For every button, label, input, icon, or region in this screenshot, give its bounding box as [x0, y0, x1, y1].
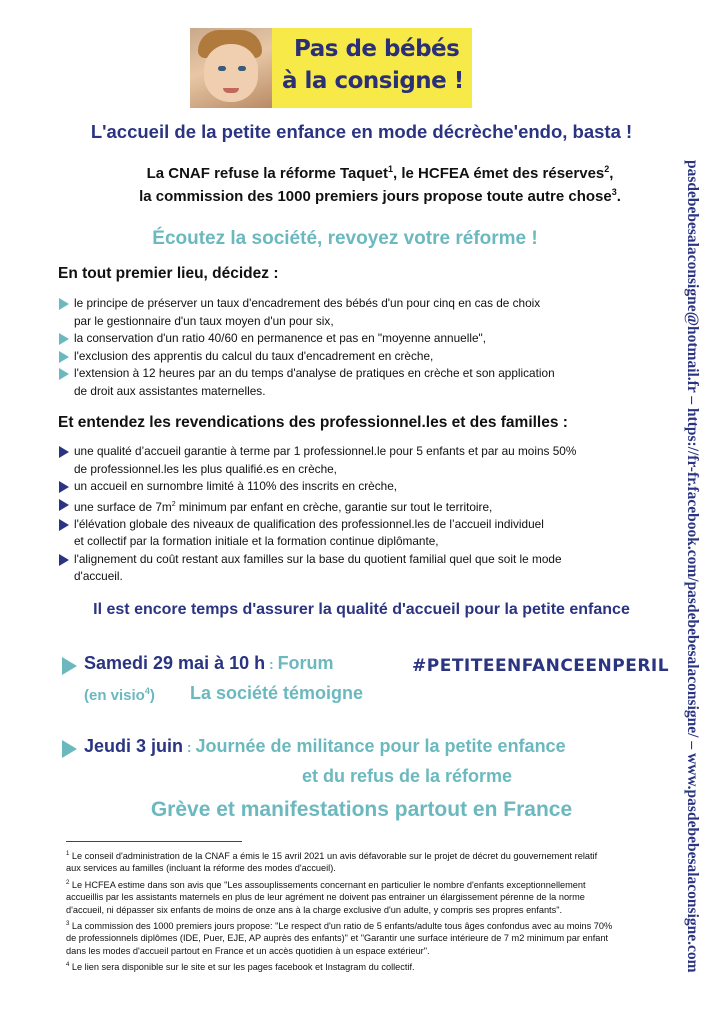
event-triangle-icon	[62, 657, 77, 675]
greve-heading: Grève et manifestations partout en France	[150, 798, 573, 821]
bullet-triangle-icon	[59, 368, 69, 380]
list-item: un accueil en surnombre limité à 110% des inscrits en crèche,	[58, 478, 658, 496]
bullet-triangle-icon	[59, 351, 69, 363]
list-item: une surface de $7m^2$ minimum par enfant en crèche, garantie sur tout le territoire,	[58, 496, 658, 516]
footnote-1: $^1$ Le conseil d'administration de la CNAF a émis le 15 avril 2021 un avis défavorable sur le projet de décret du gouvernement relatif aux services au familles (incluant la réforme des modes d'accueil).	[66, 851, 598, 874]
section-1-list	[58, 295, 658, 400]
list-item: l'alignement du coût restant aux familles sur la base du quotient familial quel que soit le mode d'accueil.	[58, 551, 658, 586]
hashtag: #PETITEENFANCEENPERIL	[412, 656, 670, 676]
page-title: L'accueil de la petite enfance en mode décrèche'endo, basta !	[90, 121, 633, 142]
bullet-triangle-icon	[59, 481, 69, 493]
bullet-triangle-icon	[59, 446, 69, 458]
intro-line-1: La CNAF refuse la réforme Taquet$^1$, le HCFEA émet des réserves$^2$,	[146, 164, 614, 182]
logo	[190, 28, 472, 108]
intro-line-2: la commission des 1000 premiers jours propose toute autre chose$^3$.	[139, 187, 621, 205]
sidebar-contact-text[interactable]: pasdebebesalaconsigne@hotmail.fr – https://fr-fr.facebook.com/pasdebebesalaconsigne/ – www.pasdebebesalaconsigne.com	[684, 160, 701, 973]
event-2-line-2: et du refus de la réforme	[302, 766, 513, 786]
logo-line-1: Pas de bébés	[294, 36, 460, 62]
list-item: le principe de préserver un taux d'encadrement des bébés d'un pour cinq en cas de choix par le gestionnaire d'un taux moyen d'un pour six,	[58, 295, 658, 330]
bullet-triangle-icon	[59, 499, 69, 511]
bullet-triangle-icon	[59, 554, 69, 566]
logo-line-2: à la consigne !	[282, 68, 464, 94]
bullet-triangle-icon	[59, 333, 69, 345]
bullet-triangle-icon	[59, 298, 69, 310]
event-1-visio: (en visio$^4$)	[84, 686, 155, 704]
baby-photo	[190, 28, 272, 108]
ecoutez-heading: Écoutez la société, revoyez votre réforme !	[152, 228, 538, 249]
sidebar-contact	[675, 160, 723, 980]
footnote-4: $^4$ Le lien sera disponible sur le site et sur les pages facebook et Instagram du collectif.	[66, 962, 415, 973]
bullet-triangle-icon	[59, 519, 69, 531]
list-item: l'élévation globale des niveaux de qualification des professionnel.les de l’accueil individuel et collectif par la formation initiale et la formation continue diplômante,	[58, 516, 658, 551]
list-item: l'exclusion des apprentis du calcul du taux d'encadrement en crèche,	[58, 348, 658, 366]
list-item: une qualité d’accueil garantie à terme par 1 professionnel.le pour 5 enfants et par au moins 50% de professionnel.les les plus qualifié.es en crèche,	[58, 443, 658, 478]
footnote-2: $^2$ Le HCFEA estime dans son avis que "Les assouplissements concernant en particulier le nombre d'enfants exceptionnellement accueillis par les assistants maternels en plus de leur agrément ne doivent pas entrainer un élargissement pérenne de la norme d'accueil, ni dépasser six enfants de moins de onze ans à la charge exclusive d'un adulte, y compris ses propres enfants".	[66, 880, 586, 915]
encore-heading: Il est encore temps d'assurer la qualité d'accueil pour la petite enfance	[93, 601, 630, 618]
section-2-list	[58, 443, 658, 586]
footnote-3: $^3$ La commission des 1000 premiers jours propose: "Le respect d'un ratio de 5 enfants/adulte tous âges confondus avec au moins 70% de professionnels diplômes (IDE, Puer, EJE, AP auprès des enfants)" et "Garantir une surface intérieure de 7 m2 minimum par enfant dans les modes d'accueil partout en France et un accès quotidien à un espace extérieur".	[66, 921, 613, 956]
list-item: l'extension à 12 heures par an du temps d'analyse de pratiques en crèche et son application de droit aux assistantes maternelles.	[58, 365, 658, 400]
footnote-divider	[66, 841, 242, 842]
section-2-heading: Et entendez les revendications des professionnel.les et des familles :	[58, 414, 568, 431]
event-triangle-icon	[62, 740, 77, 758]
section-1-heading: En tout premier lieu, décidez :	[58, 265, 279, 282]
event-1-line-1: Samedi 29 mai à 10 h : Forum	[84, 653, 334, 673]
event-1-societe: La société témoigne	[190, 683, 364, 703]
event-2-line-1: Jeudi 3 juin : Journée de militance pour la petite enfance	[84, 736, 566, 756]
list-item: la conservation d'un ratio 40/60 en permanence et pas en "moyenne annuelle",	[58, 330, 658, 348]
